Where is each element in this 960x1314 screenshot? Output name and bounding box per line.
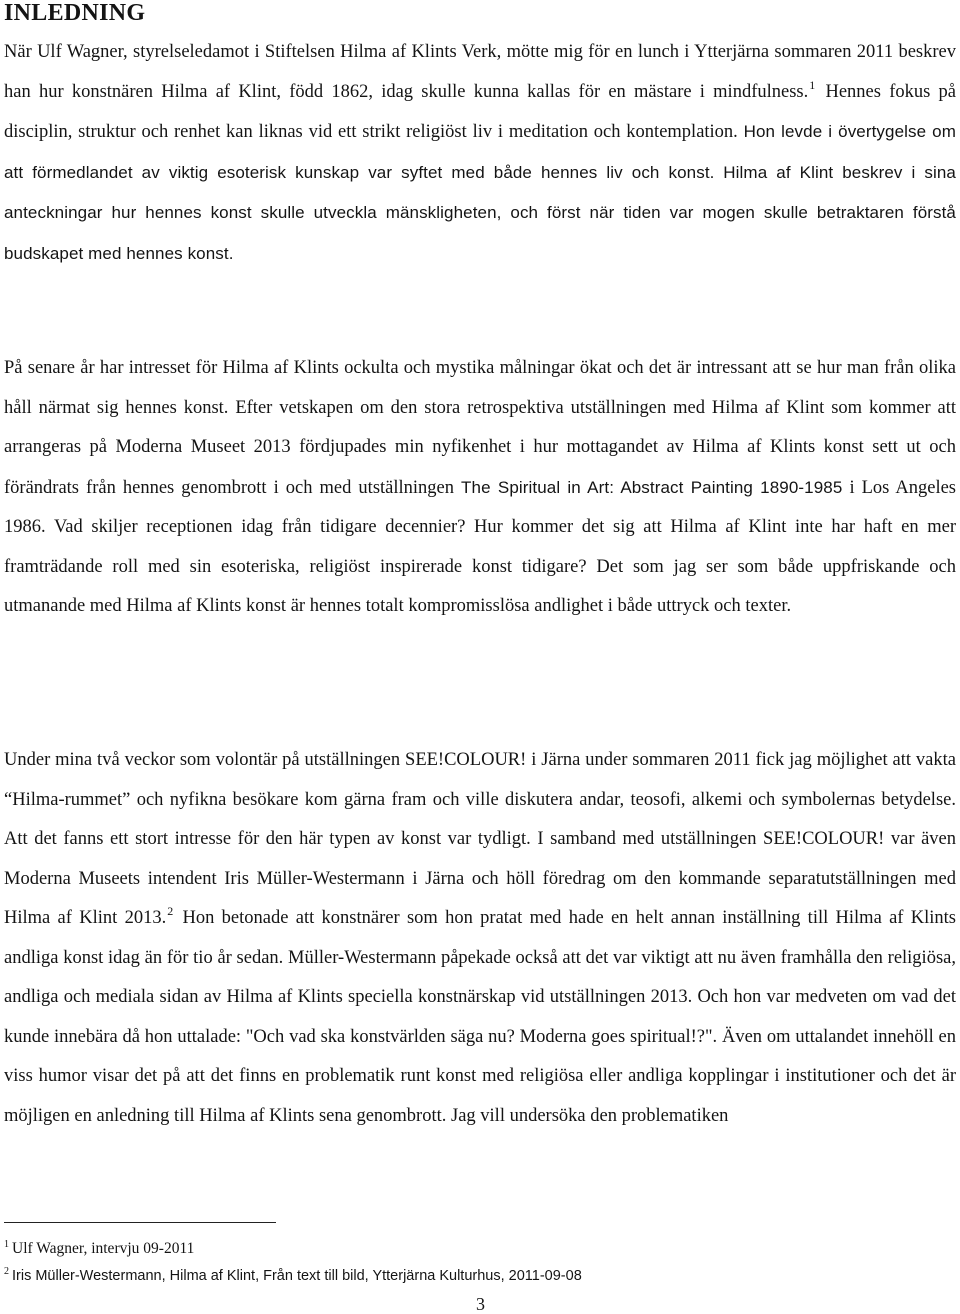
- paragraph-3-sentence-2: Hon betonade att konstnärer som hon pratat med hade en helt annan inställning till Hilma af Klints andliga konst idag än för tio år sedan. Müller-Westermann påpekade också att det var viktigt att nu även framhålla den religiösa, andliga och mediala sidan av Hilma af Klints speciella konstnärskap vid utställningen 2013. Och hon var medveten om vad det kunde innebära då hon uttalade: "Och vad ska konstvärlden säga nu? Moderna goes spiritual!?". Även om uttalandet innehöll en viss humor visar det på att det finns en problematik runt konst med religiösa eller andliga kopplingar i institutioner och det är möjligen en anledning till Hilma af Klints sena genombrott. Jag vill undersöka den problematiken: [4, 908, 956, 1126]
- footnote-2-text: Iris Müller-Westermann, Hilma af Klint, Från text till bild, Ytterjärna Kulturhus, 2011-09-08: [12, 1268, 582, 1284]
- paragraph-2: [4, 349, 956, 627]
- section-heading: INLEDNING: [4, 0, 146, 26]
- paragraph-3-sentence-1: Under mina två veckor som volontär på utställningen SEE!COLOUR! i Järna under sommaren 2011 fick jag möjlighet att vakta “Hilma-rummet” och nyfikna besökare kom gärna fram och ville diskutera andar, teosofi, alkemi och symbolernas betydelse. Att det fanns ett stort intresse för den här typen av konst var tydligt. I samband med utställningen SEE!COLOUR! var även Moderna Museets intendent Iris Müller-Westermann i Järna och höll föredrag om den kommande separatutställningen med Hilma af Klint 2013.: [4, 750, 956, 928]
- paragraph-1-sentence-4: Hilma af Klint beskrev i sina anteckningar hur hennes konst skulle utveckla mänskligheten, och först när tiden var mogen skulle betraktaren förstå budskapet med hennes konst.: [4, 162, 956, 263]
- footnote-separator: [4, 1222, 276, 1223]
- paragraph-3: [4, 741, 956, 1136]
- footnotes: [4, 1233, 956, 1288]
- footnote-1-number: 1: [4, 1239, 9, 1250]
- footnote-1-text: Ulf Wagner, intervju 09-2011: [12, 1240, 195, 1257]
- paragraph-2-sentence-1: På senare år har intresset för Hilma af Klints ockulta och mystika målningar ökat och det är intressant att se hur man från olika håll närmat sig hennes konst.: [4, 358, 956, 418]
- footnote-ref-1[interactable]: 1: [809, 77, 816, 92]
- footnote-ref-2[interactable]: 2: [167, 904, 174, 918]
- footnote-2-number: 2: [4, 1266, 9, 1277]
- paragraph-1-sentence-2: Hennes fokus på disciplin, struktur och renhet kan liknas vid ett strikt religiöst liv i meditation och kontemplation.: [4, 81, 957, 142]
- footnote-2: [4, 1260, 956, 1288]
- paragraph-1: [4, 33, 956, 274]
- paragraph-2-sentence-2: Efter vetskapen om den stora retrospektiva utställningen med Hilma af Klint som kommer att arrangeras på Moderna Museet 2013 fördjupades min nyfikenhet i hur mottagandet av Hilma af Klints konst sett ut och förändrats från hennes genombrott i och med utställningen: [4, 397, 957, 498]
- paragraph-2-sentence-3: i Los Angeles 1986. Vad skiljer receptionen idag från tidigare decennier? Hur kommer det sig att Hilma af Klint inte har haft en mer framträdande roll med sin esoteriska, religiöst inspirerade konst tidigare? Det som jag ser som både uppfriskande och utmanande med Hilma af Klints konst är hennes totalt kompromisslösa andlighet i både uttryck och texter.: [4, 477, 957, 616]
- paragraph-1-sentence-1: När Ulf Wagner, styrelseledamot i Stiftelsen Hilma af Klints Verk, mötte mig för en lunch i Ytterjärna sommaren 2011 beskrev han hur konstnären Hilma af Klint, född 1862, idag skulle kunna kallas för en mästare i mindfulness.: [4, 42, 956, 102]
- paragraph-1-sentence-3: Hon levde i övertygelse om att förmedlandet av viktig esoterisk kunskap var syftet med både hennes liv och konst.: [4, 122, 956, 182]
- footnote-1: [4, 1233, 956, 1260]
- exhibition-title: The Spiritual in Art: Abstract Painting 1890-1985: [461, 477, 843, 497]
- page-number: 3: [476, 1294, 485, 1314]
